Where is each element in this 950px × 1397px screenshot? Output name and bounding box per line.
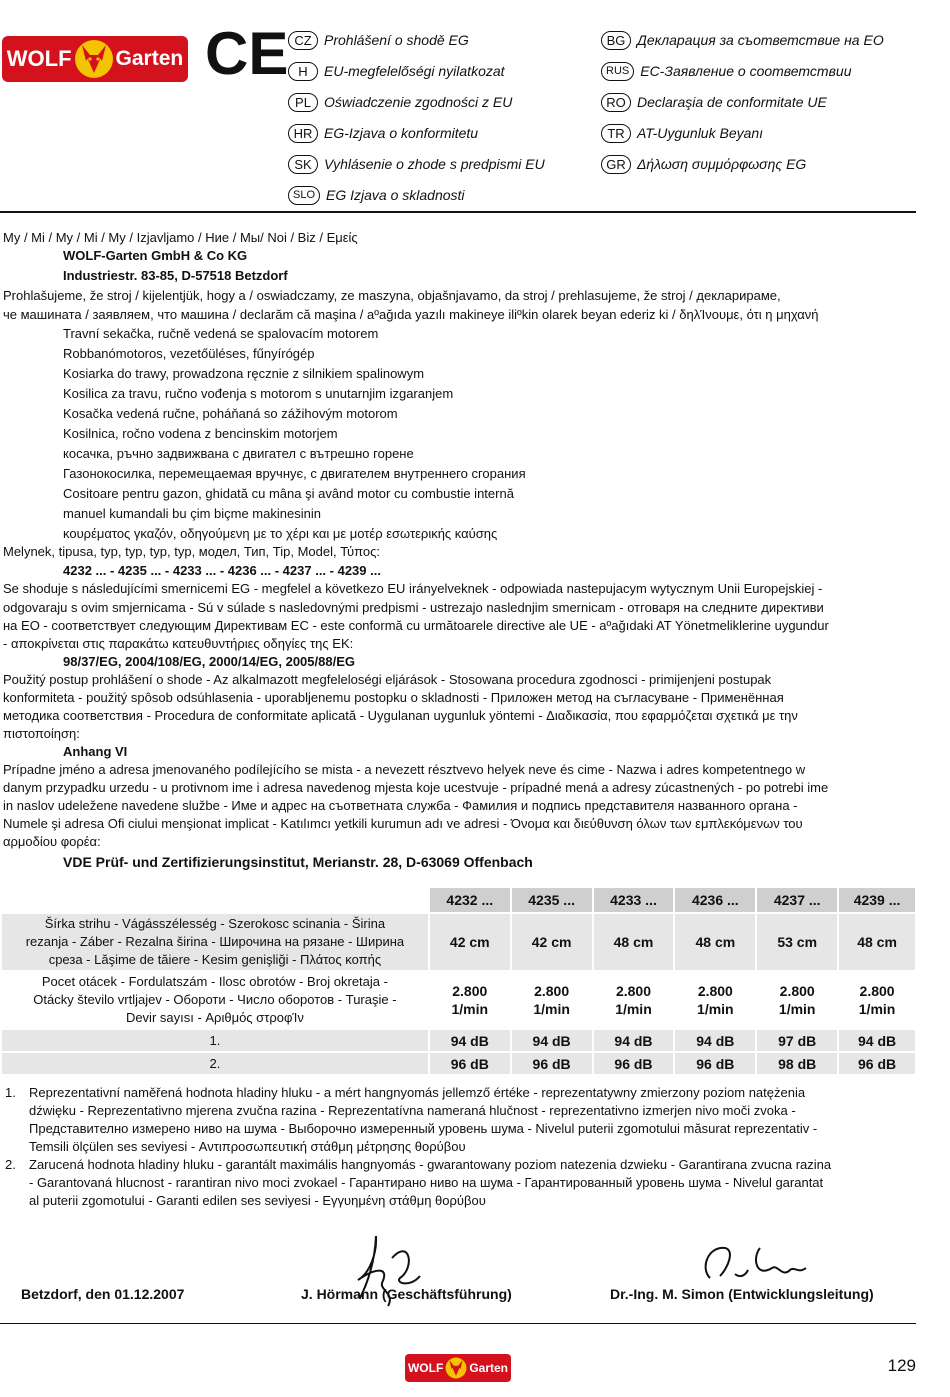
table-row-label-line: Otácky število vrtljajev - Обороти - Число оборотов - Turaşie - [33, 992, 397, 1007]
table-row-label: 1. [1, 1029, 429, 1052]
lang-title-gr: Δήλωση συμμόρφωσης EG [637, 156, 807, 172]
logo-garten-text: Garten [115, 47, 184, 70]
lang-title-cz: Prohlášení o shodě EG [324, 32, 469, 48]
table-col-header: 4239 ... [838, 887, 916, 913]
directives-list: 98/37/EG, 2004/108/EG, 2000/14/EG, 2005/88/EG [63, 654, 355, 669]
table-row-label [1, 971, 429, 1029]
footnote-line: Представително измерено ниво на шума - Выборочно измеренный уровень шума - Nivelul puterii zgomotului măsurat reprezentativ - [29, 1121, 818, 1136]
table-cell: 53 cm [756, 913, 838, 971]
lang-hr [288, 123, 478, 143]
lang-rus [601, 61, 851, 81]
table-col-header: 4236 ... [674, 887, 756, 913]
table-cell: 48 cm [674, 913, 756, 971]
lang-title-slo: EG Izjava o skladnosti [326, 187, 465, 203]
header-divider [0, 211, 916, 213]
signer-1: J. Hörmann (Geschäftsführung) [301, 1286, 512, 1302]
ce-mark-icon [205, 20, 289, 87]
logo-wolf-text: WOLF [6, 46, 72, 71]
lang-pl [288, 92, 512, 112]
lang-code-gr: GR [601, 155, 631, 174]
footnote-line: al puterii zgomotului - Garanti edilen ses seviyesi - Εγγυημένη στάθμη θορύβου [29, 1193, 486, 1208]
table-row [1, 1052, 916, 1075]
machine-name: Travní sekačka, ručně vedená se spalovacím motorem [63, 326, 379, 341]
machine-name: manuel kumandali bu çim biçme makinesinin [63, 506, 321, 521]
we-line: My / Mi / My / Mi / My / Izjavljamo / Ние / Мы/ Noi / Biz / Εμείς [3, 230, 358, 245]
lang-title-rus: ЕС-Заявление о соответствии [640, 63, 852, 79]
lang-title-sk: Vyhlásenie o zhode s predpismi EU [324, 156, 545, 172]
table-header-empty [1, 887, 429, 913]
procedure-value: Anhang VI [63, 744, 128, 759]
table-cell: 97 dB [756, 1029, 838, 1052]
logo-wolf-text: WOLF [407, 1361, 444, 1375]
table-row-label [1, 913, 429, 971]
ce-mark-text: CE [205, 20, 289, 87]
table-cell: 42 cm [429, 913, 511, 971]
directives-text-line: на ЕО - соответствует следующим Директивам ЕС - este conformă cu următoarele directive ale UE - aºağıdaki AT Yönetmeliklerine uygundur [3, 618, 829, 633]
lang-code-cz: CZ [288, 31, 318, 50]
declare-line-1: Prohlašujeme, že stroj / kijelentjük, hogy a / oswiadczamy, ze maszyna, objašnjavamo, da stroj / prehlasujeme, že stroj / декларираме, [3, 288, 781, 303]
lang-slo [288, 185, 465, 205]
footnote-body [29, 1084, 914, 1156]
lang-title-hr: EG-Izjava o konformitetu [324, 125, 479, 141]
footnote-line: Temsili ölçülen ses seviyesi - Αντιπροσωπευτική στάθμη μέτρησης θορύβου [29, 1139, 466, 1154]
table-row-label: 2. [1, 1052, 429, 1075]
lang-title-pl: Oświadczenie zgodności z EU [324, 94, 513, 110]
table-cell: 94 dB [674, 1029, 756, 1052]
table-header-row [1, 887, 916, 913]
notified-body-text-line: Numele şi adresa Ofi ciului menşionat implicat - Katılımcı yetkili kurumun adı ve adresi - Όνομα και διεύθυνση όλων των εμπλεκόμενων του [3, 816, 803, 831]
table-row [1, 913, 916, 971]
table-cell: 2.800 1/min [511, 971, 593, 1029]
table-row-label-line: Šírka strihu - Vágásszélesség - Szerokosc scinania - Širina [44, 916, 386, 931]
table-cell: 2.800 1/min [674, 971, 756, 1029]
directives-text-line: - αποκρίνεται στις παρακάτω κατευθυντήριες οδηγίες της ΕΚ: [3, 636, 354, 651]
notified-body-text-line: danym przypadku urzedu - u protivnom ime i adresa navedenog mjesta koje ucestvuje - prípadné mená a adresy zúcastnených - po potrebi ime [3, 780, 829, 795]
lang-gr [601, 154, 806, 174]
table-cell: 42 cm [511, 913, 593, 971]
table-cell: 94 dB [511, 1029, 593, 1052]
type-label: Melynek, tipusa, typ, typ, typ, typ, модел, Тип, Tip, Model, Τύπος: [3, 544, 381, 559]
footnote-2 [0, 1156, 918, 1210]
lang-tr [601, 123, 763, 143]
wolf-garten-logo [2, 36, 188, 82]
table-cell: 48 cm [838, 913, 916, 971]
signer-2: Dr.-Ing. M. Simon (Entwicklungsleitung) [610, 1286, 874, 1302]
table-cell: 2.800 1/min [838, 971, 916, 1029]
lang-code-bg: BG [601, 31, 631, 50]
machine-name: κουρέματος γκαζόν, οδηγούμενη με το χέρι και με μοτέρ εσωτερικής καύσης [63, 526, 498, 541]
declare-line-2: че машината / заявляем, что машина / declarăm că maşina / aºağıda yazılı makineye iliºkin olarek beyan ederiz ki / δηλΊνουμε, ότι η μηχανή [3, 307, 819, 322]
table-cell: 96 dB [593, 1052, 675, 1075]
machine-name: Kosilica za travu, ručno vođenja s motorom s unutarnjim izgaranjem [63, 386, 454, 401]
table-col-header: 4235 ... [511, 887, 593, 913]
table-row [1, 971, 916, 1029]
table-col-header: 4237 ... [756, 887, 838, 913]
table-row-label-line: Devir sayısı - Αριθμός στροφΊν [125, 1010, 304, 1025]
lang-code-slo: SLO [288, 186, 320, 205]
lang-code-pl: PL [288, 93, 318, 112]
footnote-line: Reprezentativní naměřená hodnota hladiny hluku - a mért hangnyomás jellemző értéke - reprezentatywny zmierzony poziom natężenia [29, 1085, 806, 1100]
procedure-text-line: методика соответствия - Procedura de conformitate aplicată - Uygulanan uygunluk yöntemi - Διαδικασία, που εφαρμόζεται σχετικά με την [3, 708, 798, 723]
fox-head-icon [74, 39, 114, 79]
lang-bg [601, 30, 884, 50]
table-row-label-line: rezanja - Záber - Rezalna širina - Широчина на рязане - Ширина [25, 934, 405, 949]
lang-title-h: EU-megfelelőségi nyilatkozat [324, 63, 505, 79]
table-cell: 96 dB [838, 1052, 916, 1075]
machine-name: косачка, ръчно задвижвана с двигател с вътрешно горене [63, 446, 414, 461]
lang-code-hr: HR [288, 124, 318, 143]
table-cell: 2.800 1/min [593, 971, 675, 1029]
machine-name: Газонокосилка, перемещаемая вручнує, с двигателем внутреннего сгорания [63, 466, 526, 481]
lang-ro [601, 92, 827, 112]
machine-name: Kosačka vedená ručne, poháňaná so zážihovým motorom [63, 406, 398, 421]
machine-name: Kosiarka do trawy, prowadzona ręcznie z silnikiem spalinowym [63, 366, 425, 381]
footnote-1 [0, 1084, 918, 1156]
table-row-label-line: среза - Lăşime de tăiere - Kesim genişliği - Πλάτος κοπής [48, 952, 382, 967]
fox-head-icon [445, 1357, 467, 1379]
footer-divider [0, 1323, 916, 1324]
table-cell: 96 dB [511, 1052, 593, 1075]
table-cell: 96 dB [429, 1052, 511, 1075]
table-cell: 94 dB [429, 1029, 511, 1052]
footnote-line: dźwięku - Reprezentativno mjerena zvučna razina - Reprezentatívna nameraná hlučnost - reprezentativno izmerjen nivo moči zvoka - [29, 1103, 796, 1118]
machine-name: Cositoare pentru gazon, ghidată cu mâna şi având motor cu combustie internă [63, 486, 514, 501]
table-cell: 94 dB [593, 1029, 675, 1052]
table-cell: 98 dB [756, 1052, 838, 1075]
footnote-line: - Garantovaná hlucnost - rarantiran nivo moci zvokael - Гарантирано ниво на шума - Гарантированный уровень шума - Nivelul garantat [29, 1175, 824, 1190]
notified-body-text-line: αρμοδίου φορέα: [3, 834, 101, 849]
directives-text-line: odgovaraju s ovim smjernicama - Sú v súlade s nasledovnými predpismi - ustrezajo naslednjim smernicam - отговаря на следните директиви [3, 600, 824, 615]
signature-simon [690, 1238, 810, 1288]
table-col-header: 4233 ... [593, 887, 675, 913]
procedure-text-line: πιστοποίηση: [3, 726, 80, 741]
logo-garten-text: Garten [469, 1361, 508, 1375]
place-date: Betzdorf, den 01.12.2007 [21, 1286, 185, 1302]
table-cell: 48 cm [593, 913, 675, 971]
procedure-text-line: Použitý postup prohlášení o shode - Az alkalmazott megfeleloségi eljárások - Stosowana procedura zgodnosci - primijenjeni postupak [3, 672, 772, 687]
lang-sk [288, 154, 545, 174]
table-cell: 96 dB [674, 1052, 756, 1075]
spec-table [0, 886, 917, 1076]
lang-cz [288, 30, 469, 50]
lang-title-tr: AT-Uygunluk Beyanı [637, 125, 764, 141]
lang-code-ro: RO [601, 93, 631, 112]
lang-code-tr: TR [601, 124, 631, 143]
lang-h [288, 61, 505, 81]
directives-text-line: Se shoduje s následujícími smernicemi EG - megfelel a következo EU irányelveknek - odpowiada nastepujacym wytycznym Unii Europejskiej - [3, 581, 823, 596]
type-numbers: 4232 ... - 4235 ... - 4233 ... - 4236 ... - 4237 ... - 4239 ... [63, 563, 381, 578]
notified-body-name: VDE Prüf- und Zertifizierungsinstitut, Merianstr. 28, D-63069 Offenbach [63, 854, 533, 870]
machine-name: Robbanómotoros, vezetőüléses, fűnyírógép [63, 346, 315, 361]
company-address: Industriestr. 83-85, D-57518 Betzdorf [63, 268, 288, 283]
footnote-line: Zarucená hodnota hladiny hluku - garantált maximális hangnyomás - gwarantowany poziom natezenia dzwieku - Garantirana zvucna razina [29, 1157, 832, 1172]
table-row-label-line: Pocet otácek - Fordulatszám - Ilosc obrotów - Broj okretaja - [41, 974, 388, 989]
table-row [1, 1029, 916, 1052]
company-name: WOLF-Garten GmbH & Co KG [63, 248, 248, 263]
lang-code-h: H [288, 62, 318, 81]
notified-body-text-line: in naslov udeležene navedene službe - Име и адрес на съответната служба - Фамилия и подпись представителя названного органа - [3, 798, 798, 813]
procedure-text-line: konformiteta - použitý spôsob odsúhlasenia - uporabljenemu postopku o skladnosti - Приложен метод на съгласуване - Применённая [3, 690, 784, 705]
wolf-garten-logo-footer [405, 1354, 511, 1382]
machine-name: Kosilnica, ročno vodena z bencinskim motorjem [63, 426, 338, 441]
footnote-body [29, 1156, 914, 1210]
footnote-number: 1. [5, 1085, 16, 1100]
page-number: 129 [887, 1356, 916, 1375]
lang-title-ro: Declaraşia de conformitate UE [637, 94, 827, 110]
lang-title-bg: Декларация за съответствие на ЕО [637, 32, 884, 48]
lang-code-sk: SK [288, 155, 318, 174]
table-cell: 94 dB [838, 1029, 916, 1052]
notified-body-text-line: Prípadne jméno a adresa jmenovaného podílejícího se mista - a nevezett résztvevo helyek neve és cime - Nazwa i adres kompetentnego w [3, 762, 806, 777]
table-cell: 2.800 1/min [429, 971, 511, 1029]
table-col-header: 4232 ... [429, 887, 511, 913]
footnote-number: 2. [5, 1157, 16, 1172]
lang-code-rus: RUS [601, 62, 634, 81]
table-cell: 2.800 1/min [756, 971, 838, 1029]
